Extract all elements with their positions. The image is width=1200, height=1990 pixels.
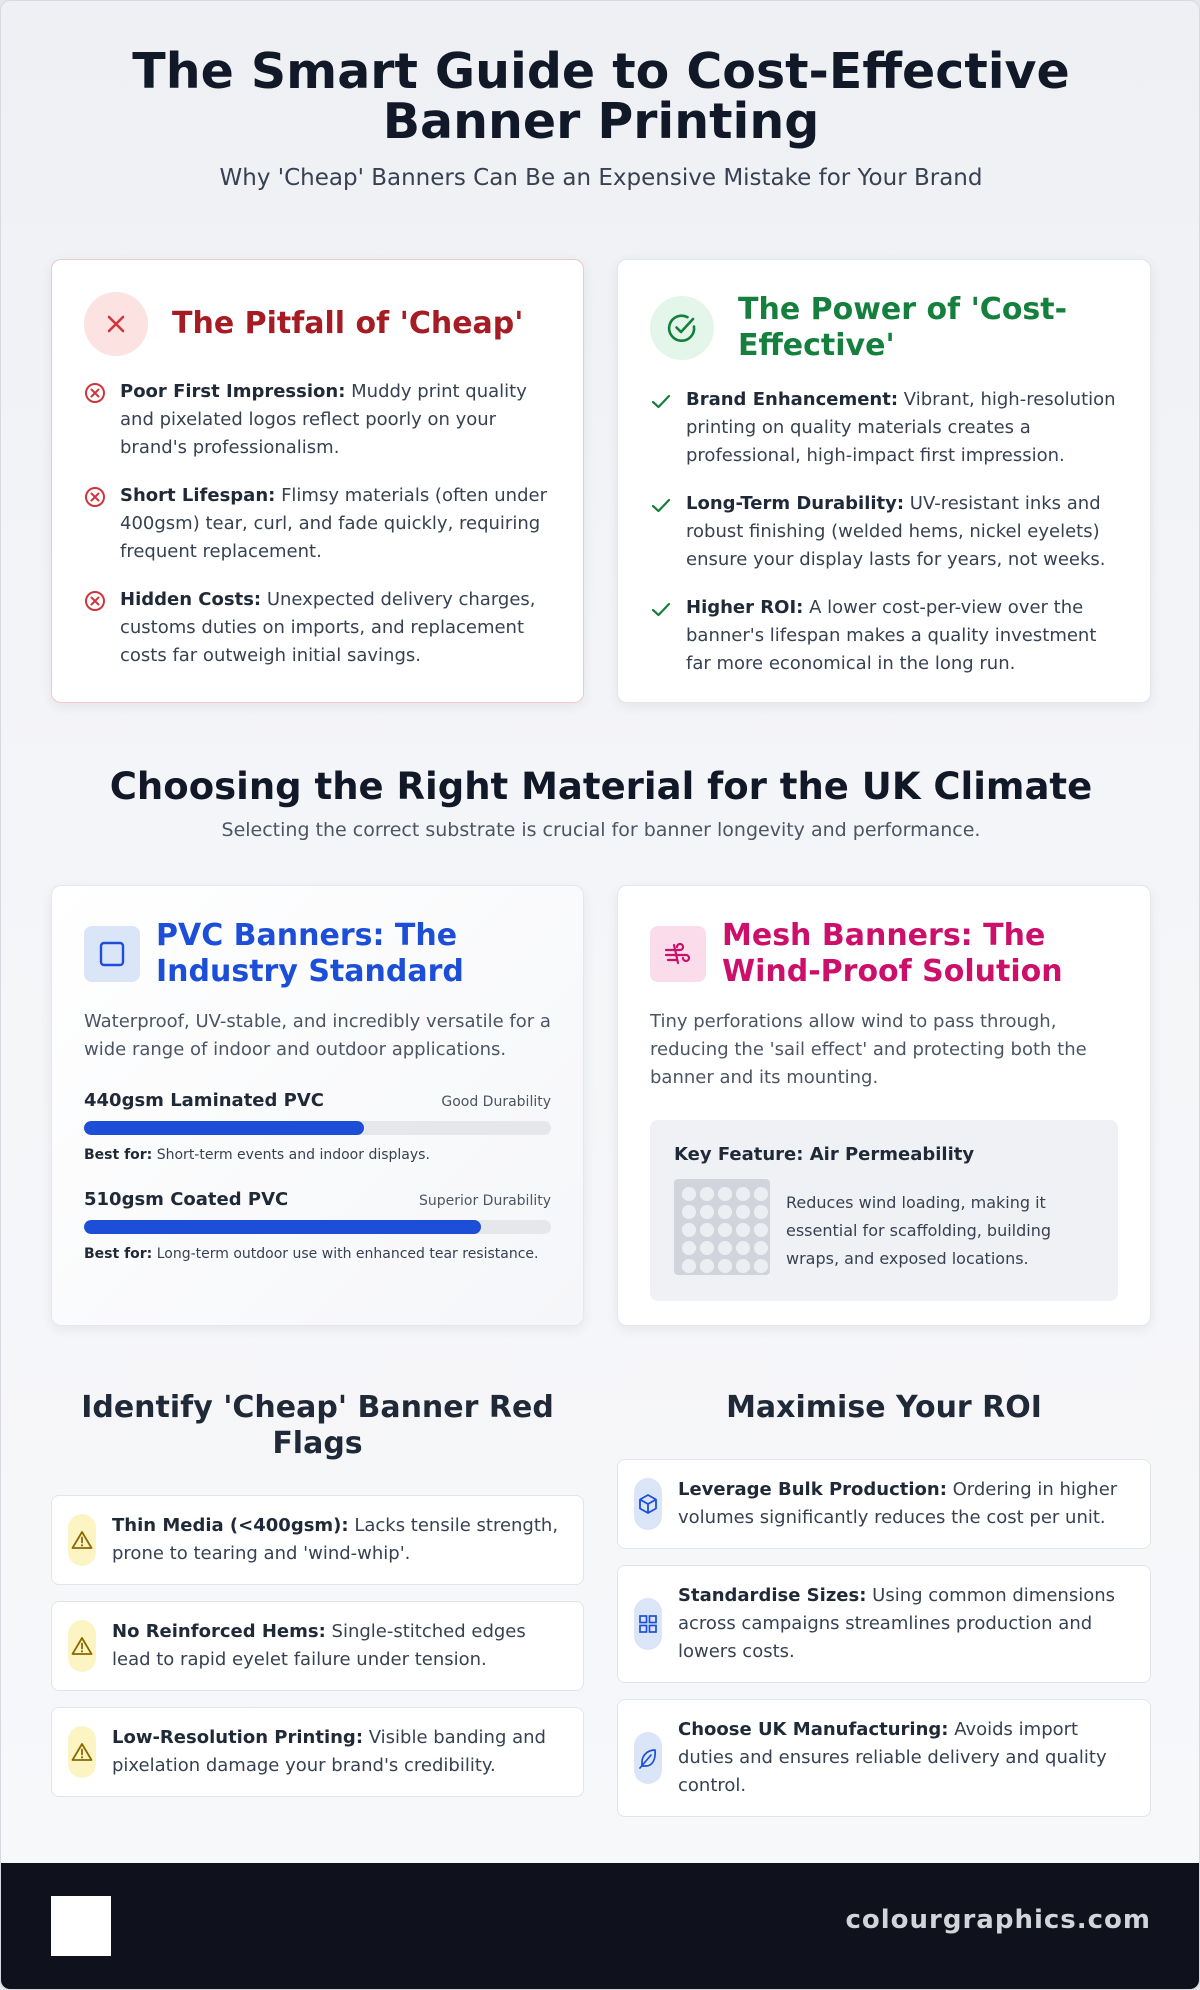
x-circle-icon <box>84 378 120 408</box>
spec-name: 440gsm Laminated PVC <box>84 1090 324 1111</box>
wind-icon <box>650 926 706 982</box>
red-flag-text: Low-Resolution Printing: Visible banding and pixelation damage your brand's credibility. <box>112 1727 546 1776</box>
red-flag-item <box>51 1707 584 1797</box>
mesh-perforation-image <box>674 1179 770 1275</box>
list-item-text: Short Lifespan: Flimsy materials (often under 400gsm) tear, curl, and fade quickly, requiring frequent replacement. <box>120 485 547 562</box>
materials-heading <box>1 765 1200 841</box>
roi-item <box>617 1565 1151 1683</box>
key-feature-title: Key Feature: Air Permeability <box>674 1144 975 1165</box>
hero <box>1 43 1200 191</box>
list-item <box>84 482 551 566</box>
list-item <box>650 386 1118 470</box>
key-feature-text: Reduces wind loading, making it essential for scaffolding, building wraps, and exposed locations. <box>786 1193 1051 1268</box>
spec-best-for: Best for: Short-term events and indoor displays. <box>84 1147 430 1163</box>
page-subtitle: Why 'Cheap' Banners Can Be an Expensive Mistake for Your Brand <box>219 165 983 191</box>
footer-site-link[interactable]: colourgraphics.com <box>845 1905 1151 1935</box>
durability-label: Superior Durability <box>419 1193 551 1209</box>
logo <box>51 1896 111 1956</box>
list-item-text: Long-Term Durability: UV-resistant inks and robust finishing (welded hems, nickel eyelets) ensure your display lasts for years, not weeks. <box>686 493 1106 570</box>
pvc-description: Waterproof, UV-stable, and incredibly versatile for a wide range of indoor and outdoor applications. <box>84 1011 551 1060</box>
check-icon <box>650 386 686 416</box>
grid-icon <box>634 1598 662 1650</box>
red-flags-title: Identify 'Cheap' Banner Red Flags <box>81 1390 554 1461</box>
durability-bar-fill <box>84 1220 481 1234</box>
power-list <box>650 386 1118 678</box>
footer <box>1 1863 1200 1990</box>
x-circle-icon <box>84 586 120 616</box>
durability-bar <box>84 1220 551 1234</box>
square-icon <box>84 926 140 982</box>
list-item <box>84 378 551 462</box>
durability-bar <box>84 1121 551 1135</box>
red-flag-item <box>51 1495 584 1585</box>
warning-icon <box>68 1620 96 1672</box>
list-item <box>650 594 1118 678</box>
roi-text: Choose UK Manufacturing: Avoids import duties and ensures reliable delivery and quality control. <box>678 1719 1107 1796</box>
roi-text: Standardise Sizes: Using common dimensions across campaigns streamlines production and lowers costs. <box>678 1585 1115 1662</box>
list-item <box>84 586 551 670</box>
roi-item <box>617 1699 1151 1817</box>
warning-icon <box>68 1514 96 1566</box>
durability-bar-fill <box>84 1121 364 1135</box>
power-card-header <box>650 292 1118 364</box>
roi-title: Maximise Your ROI <box>726 1390 1042 1425</box>
pitfall-card-header <box>84 292 551 356</box>
mesh-title: Mesh Banners: The Wind-Proof Solution <box>722 918 1063 989</box>
list-item <box>650 490 1118 574</box>
mesh-card-header <box>650 918 1118 990</box>
check-icon <box>650 594 686 624</box>
pvc-card <box>51 885 584 1326</box>
pvc-title: PVC Banners: The Industry Standard <box>156 918 464 989</box>
roi-text: Leverage Bulk Production: Ordering in higher volumes significantly reduces the cost per unit. <box>678 1479 1118 1528</box>
feather-icon <box>634 1732 662 1784</box>
key-feature-box <box>650 1120 1118 1301</box>
list-item-text: Hidden Costs: Unexpected delivery charges, customs duties on imports, and replacement costs far outweigh initial savings. <box>120 589 536 666</box>
spec-510 <box>84 1189 551 1262</box>
materials-title: Choosing the Right Material for the UK Climate <box>109 765 1093 808</box>
spec-440 <box>84 1090 551 1163</box>
pitfall-title: The Pitfall of 'Cheap' <box>172 306 524 341</box>
durability-label: Good Durability <box>441 1094 551 1110</box>
pitfall-list <box>84 378 551 670</box>
red-flag-text: No Reinforced Hems: Single-stitched edges lead to rapid eyelet failure under tension. <box>112 1621 526 1670</box>
check-circle-icon <box>650 296 714 360</box>
spec-best-for: Best for: Long-term outdoor use with enhanced tear resistance. <box>84 1246 539 1262</box>
mesh-card <box>617 885 1151 1326</box>
materials-subtitle: Selecting the correct substrate is crucial for banner longevity and performance. <box>221 819 981 841</box>
power-title: The Power of 'Cost-Effective' <box>738 292 1068 363</box>
list-item-text: Brand Enhancement: Vibrant, high-resolution printing on quality materials creates a professional, high-impact first impression. <box>686 389 1116 466</box>
list-item-text: Poor First Impression: Muddy print quality and pixelated logos reflect poorly on your brand's professionalism. <box>120 381 527 458</box>
pvc-card-header <box>84 918 551 990</box>
red-flag-text: Thin Media (<400gsm): Lacks tensile strength, prone to tearing and 'wind-whip'. <box>112 1515 559 1564</box>
mesh-description: Tiny perforations allow wind to pass through, reducing the 'sail effect' and protecting both the banner and its mounting. <box>650 1011 1087 1088</box>
list-item-text: Higher ROI: A lower cost-per-view over the banner's lifespan makes a quality investment far more economical in the long run. <box>686 597 1097 674</box>
page-title: The Smart Guide to Cost-Effective Banner Printing <box>132 43 1070 150</box>
cube-icon <box>634 1478 662 1530</box>
pitfall-card <box>51 259 584 703</box>
spec-name: 510gsm Coated PVC <box>84 1189 289 1210</box>
power-card <box>617 259 1151 703</box>
red-flag-item <box>51 1601 584 1691</box>
x-circle-icon <box>84 482 120 512</box>
check-icon <box>650 490 686 520</box>
roi-item <box>617 1459 1151 1549</box>
warning-icon <box>68 1726 96 1778</box>
x-icon <box>84 292 148 356</box>
